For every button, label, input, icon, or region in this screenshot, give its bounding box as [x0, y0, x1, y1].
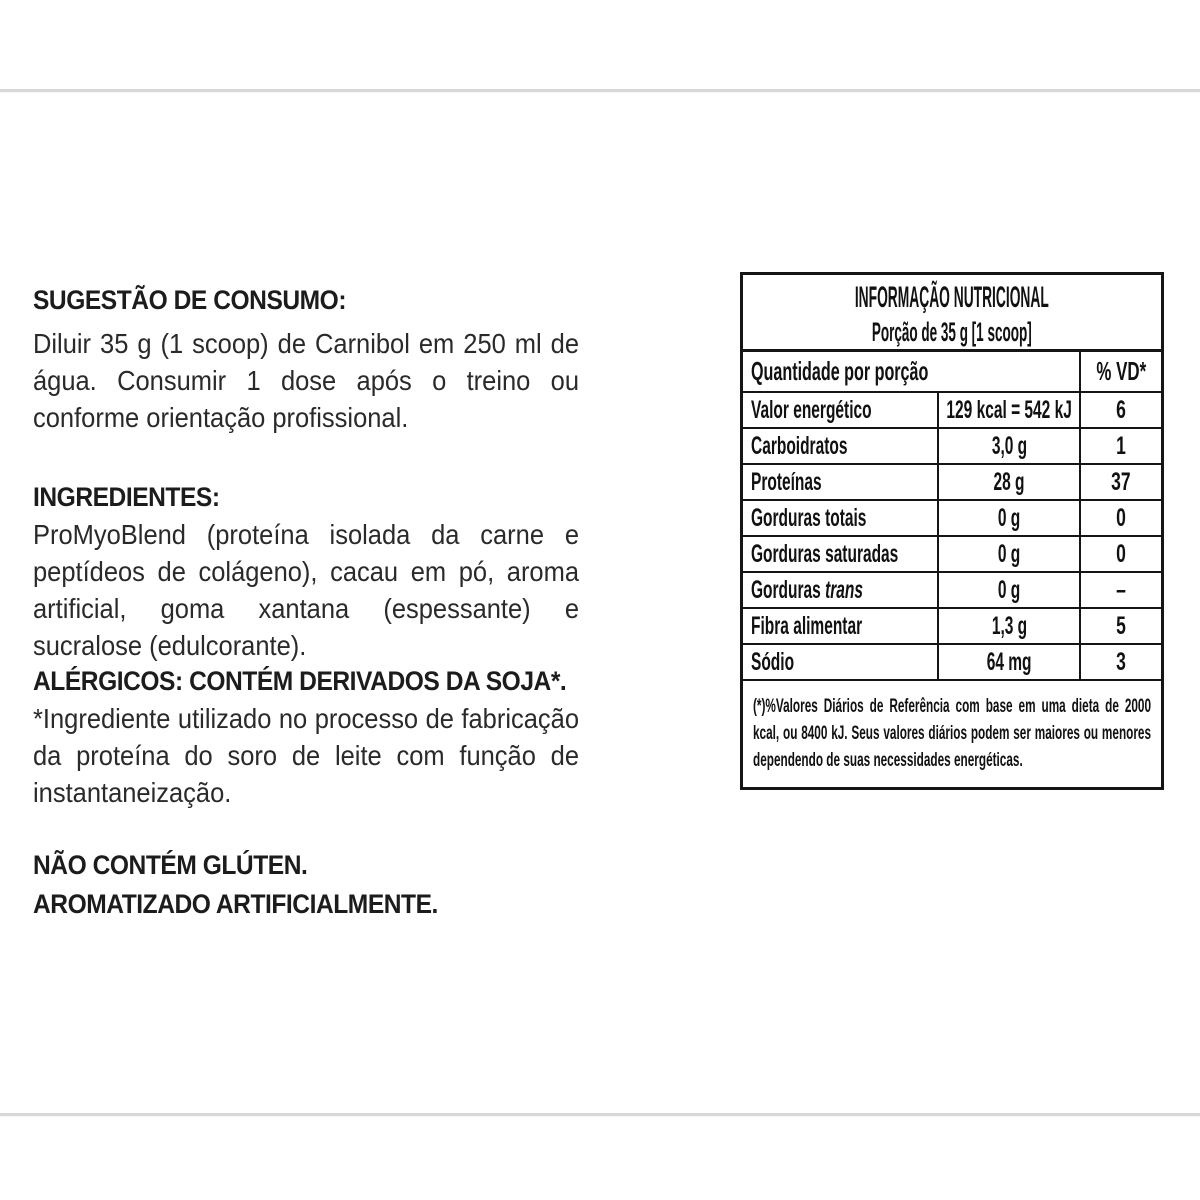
gluten-heading: NÃO CONTÉM GLÚTEN.	[33, 850, 308, 880]
nutrient-dv: 0	[1116, 503, 1126, 532]
top-divider-line	[0, 89, 1200, 92]
consumo-heading: SUGESTÃO DE CONSUMO:	[33, 285, 347, 315]
nutrient-rows	[743, 393, 1161, 681]
column-header-quantity	[743, 352, 1079, 391]
nutrient-dv: 1	[1116, 431, 1126, 460]
nutrient-label: Gorduras saturadas	[751, 539, 899, 568]
nutrient-dv: –	[1116, 575, 1126, 604]
consumo-body: Diluir 35 g (1 scoop) de Carnibol em 250 ml de água. Consumir 1 dose após o treino ou conforme orientação profissional.	[33, 328, 579, 433]
table-row	[743, 537, 1161, 573]
nutrient-label: Proteínas	[751, 467, 822, 496]
left-text-column	[33, 283, 579, 921]
nutrient-label: Sódio	[751, 647, 795, 676]
daily-value-footnote: (*)%Valores Diários de Referência com base em uma dieta de 2000 kcal, ou 8400 kJ. Seus valores diários podem ser maiores ou menores dependendo de suas necessidades energéticas.	[753, 696, 1152, 771]
nutrient-amount: 28 g	[937, 465, 1081, 499]
nutrient-label: Gorduras totais	[751, 503, 867, 532]
nutrient-amount: 129 kcal = 542 kJ	[937, 393, 1081, 427]
aromatizado-heading: AROMATIZADO ARTIFICIALMENTE.	[33, 889, 438, 919]
nutrition-table-subtitle: Porção de 35 g [1 scoop]	[872, 316, 1032, 347]
bottom-divider-line	[0, 1113, 1200, 1116]
table-row	[743, 609, 1161, 645]
nutrient-amount: 1,3 g	[937, 609, 1081, 643]
table-row	[743, 573, 1161, 609]
nutrient-amount: 3,0 g	[937, 429, 1081, 463]
column-header-daily-value	[1079, 352, 1161, 391]
column-header-row	[743, 352, 1161, 393]
nutrient-dv: 37	[1111, 467, 1131, 496]
nutrient-amount: 0 g	[937, 501, 1081, 535]
nutrient-label: Valor energético	[751, 395, 872, 424]
ingredientes-body: ProMyoBlend (proteína isolada da carne e peptídeos de colágeno), cacau em pó, aroma artificial, goma xantana (espessante) e sucralose (edulcorante).	[33, 519, 579, 661]
nutrient-amount: 0 g	[937, 537, 1081, 571]
nutrient-dv: 0	[1116, 539, 1126, 568]
alergicos-heading: ALÉRGICOS: CONTÉM DERIVADOS DA SOJA*.	[33, 666, 567, 696]
nutrient-label: Carboidratos	[751, 431, 848, 460]
alergicos-body: *Ingrediente utilizado no processo de fabricação da proteína do soro de leite com função de instantaneização.	[33, 703, 579, 808]
table-row	[743, 393, 1161, 429]
table-row	[743, 465, 1161, 501]
nutrition-table-title: INFORMAÇÃO NUTRICIONAL	[855, 280, 1049, 314]
nutrient-dv: 3	[1116, 647, 1126, 676]
table-row	[743, 501, 1161, 537]
ingredientes-heading: INGREDIENTES:	[33, 482, 220, 512]
nutrient-amount: 0 g	[937, 573, 1081, 607]
nutrient-label: Gorduras trans	[751, 575, 863, 604]
nutrient-dv: 6	[1116, 395, 1126, 424]
nutrition-table-footnote-cell	[743, 681, 1161, 787]
nutrient-label: Fibra alimentar	[751, 611, 863, 640]
table-row	[743, 645, 1161, 681]
table-row	[743, 429, 1161, 465]
nutrition-table	[740, 272, 1164, 790]
column-header-quantity-label: Quantidade por porção	[751, 356, 929, 386]
column-header-daily-value-label: % VD*	[1096, 356, 1146, 386]
nutrient-dv: 5	[1116, 611, 1126, 640]
nutrition-table-header	[743, 275, 1161, 352]
nutrient-amount: 64 mg	[937, 645, 1081, 679]
